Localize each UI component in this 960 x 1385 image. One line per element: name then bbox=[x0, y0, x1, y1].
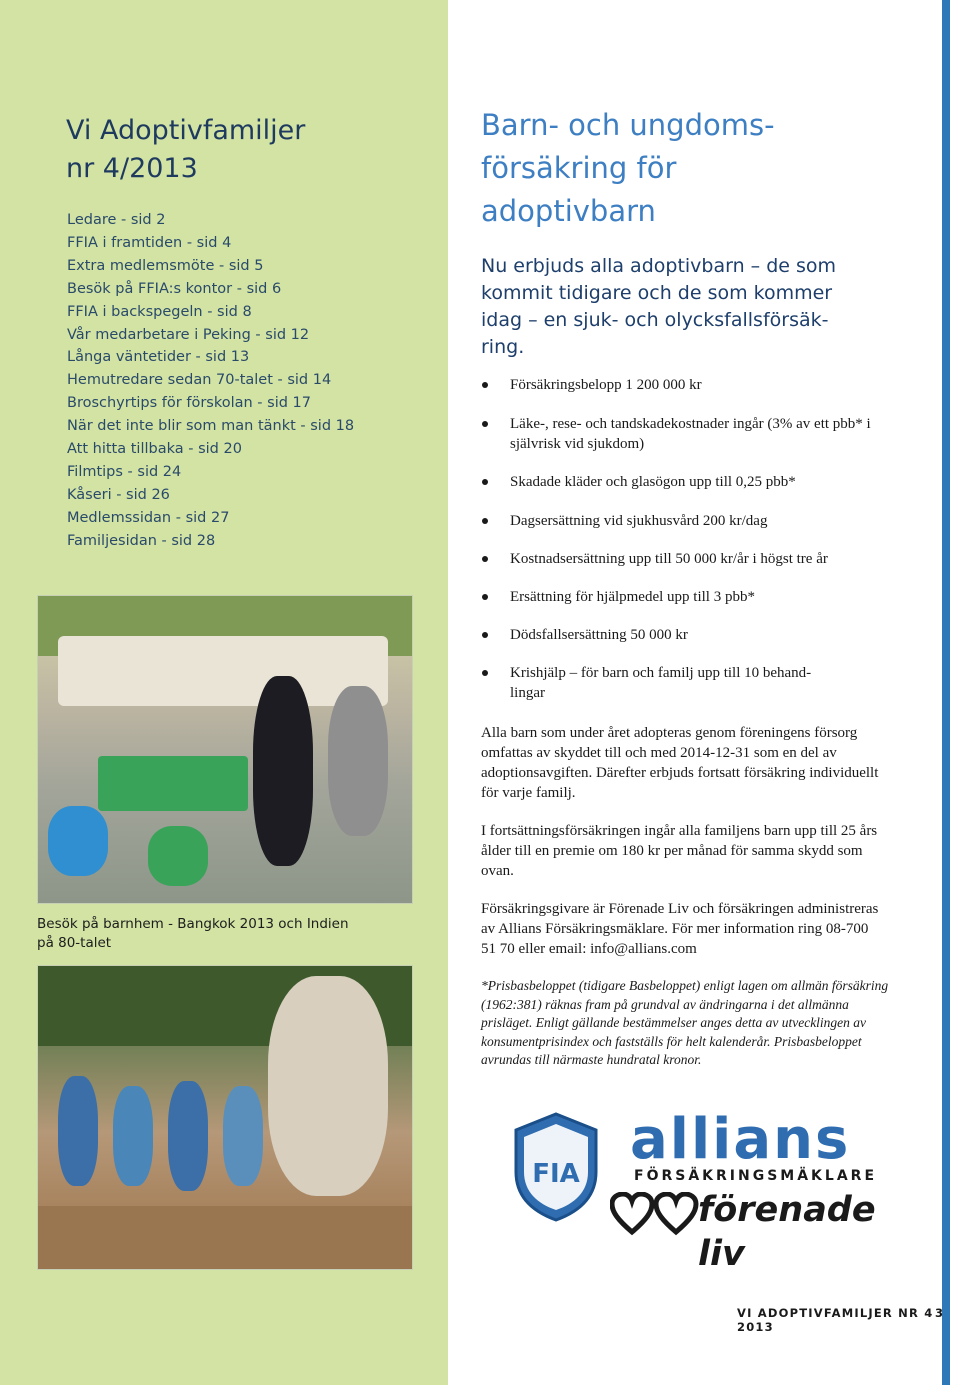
benefit-item: Ersättning för hjälpmedel upp till 3 pbb* bbox=[481, 587, 881, 607]
toc-item[interactable]: Ledare - sid 2 bbox=[67, 212, 166, 228]
heading-line: försäkring för bbox=[481, 151, 677, 185]
toc-item[interactable]: Att hitta tillbaka - sid 20 bbox=[67, 441, 242, 458]
lead-line: ring. bbox=[481, 336, 525, 358]
toc-item[interactable]: Broschyrtips för förskolan - sid 17 bbox=[67, 395, 311, 412]
toc-item[interactable]: Kåseri - sid 26 bbox=[67, 486, 170, 503]
article-heading bbox=[481, 104, 901, 233]
continuation-paragraph: I fortsättningsförsäkringen ingår alla familjens barn upp till 25 års ålder till en premie om 180 kr per månad för samma skydd som ovan. bbox=[481, 823, 878, 879]
magazine-title-line: Vi Adoptivfamiljer bbox=[66, 115, 306, 146]
benefit-list bbox=[481, 375, 881, 703]
lead-line: Nu erbjuds alla adoptivbarn – de som bbox=[481, 255, 837, 277]
page-number: 3 bbox=[935, 1306, 944, 1320]
benefit-item: Läke-, rese- och tandskadekostnader ingår (3% av ett pbb* i självrisk vid sjukdom) bbox=[481, 414, 881, 454]
toc-item[interactable]: Filmtips - sid 24 bbox=[67, 463, 182, 480]
table-of-contents bbox=[67, 209, 354, 553]
lead-line: idag – en sjuk- och olycksfallsförsäk- bbox=[481, 309, 829, 331]
orphanage-photo-bangkok bbox=[37, 595, 413, 904]
sponsor-logos bbox=[510, 1107, 890, 1274]
benefit-item: Skadade kläder och glasögon upp till 0,25 pbb* bbox=[481, 472, 881, 492]
benefit-item: Dödsfallsersättning 50 000 kr bbox=[481, 625, 881, 645]
benefit-item: Försäkringsbelopp 1 200 000 kr bbox=[481, 375, 881, 395]
heading-line: adoptivbarn bbox=[481, 194, 656, 228]
heading-line: Barn- och ungdoms- bbox=[481, 108, 775, 142]
toc-item[interactable]: Medlemssidan - sid 27 bbox=[67, 509, 230, 526]
page-footer: VI ADOPTIVFAMILJER NR 4 2013 bbox=[737, 1306, 934, 1334]
toc-item[interactable]: Vår medarbetare i Peking - sid 12 bbox=[67, 326, 310, 343]
lead-line: kommit tidigare och de som kommer bbox=[481, 282, 833, 304]
fia-seal-text: FIA bbox=[532, 1159, 580, 1189]
toc-item[interactable]: När det inte blir som man tänkt - sid 18 bbox=[67, 418, 355, 435]
toc-item[interactable]: Extra medlemsmöte - sid 5 bbox=[67, 257, 264, 274]
benefit-item: Kostnadsersättning upp till 50 000 kr/år i högst tre år bbox=[481, 549, 881, 569]
insurer-paragraph: Försäkringsgivare är Förenade Liv och försäkringen administreras av Allians Försäkringsmäklare. För mer information ring 08-700 51 70 eller email: info@allians.com bbox=[481, 901, 879, 957]
toc-item[interactable]: Familjesidan - sid 28 bbox=[67, 532, 216, 549]
forenade-liv-heart-icon bbox=[610, 1192, 700, 1236]
benefit-item: Dagsersättning vid sjukhusvård 200 kr/dag bbox=[481, 511, 881, 531]
benefit-item: Krishjälp – för barn och familj upp till 10 behand-lingar bbox=[481, 663, 840, 703]
toc-item[interactable]: Långa väntetider - sid 13 bbox=[67, 349, 250, 366]
allians-logo-subtitle: FÖRSÄKRINGSMÄKLARE bbox=[634, 1168, 878, 1184]
page-edge-stripe bbox=[942, 0, 950, 1385]
fia-seal-logo bbox=[510, 1110, 602, 1222]
magazine-title bbox=[66, 112, 305, 188]
allians-logo: allians bbox=[630, 1107, 851, 1172]
toc-item[interactable]: Hemutredare sedan 70-talet - sid 14 bbox=[67, 372, 332, 389]
article-lead bbox=[481, 253, 881, 361]
photo-caption: Besök på barnhem - Bangkok 2013 och Indien på 80-talet bbox=[37, 916, 349, 951]
footnote: *Prisbasbeloppet (tidigare Basbeloppet) enligt lagen om allmän försäkring (1962:381) räknas fram på grundval av ändringarna i det allmänna prisläget. Enligt gällande bestämmelser anges detta av utvecklingen av konsumentprisindex och fastställs för helt kalenderår. Prisbasbeloppet avrundas till närmaste hundratal kronor. bbox=[481, 978, 889, 1068]
toc-item[interactable]: FFIA i framtiden - sid 4 bbox=[67, 234, 232, 251]
coverage-paragraph: Alla barn som under året adopteras genom föreningens försorg omfattas av skyddet till och med 2014-12-31 som en del av adoptionsavgiften. Därefter erbjuds fortsatt försäkring individuellt för varje familj. bbox=[481, 725, 879, 801]
forenade-liv-logo: förenade liv bbox=[698, 1190, 876, 1274]
toc-item[interactable]: Besök på FFIA:s kontor - sid 6 bbox=[67, 280, 282, 297]
toc-item[interactable]: FFIA i backspegeln - sid 8 bbox=[67, 303, 252, 320]
issue-number: nr 4/2013 bbox=[66, 153, 198, 184]
orphanage-photo-india bbox=[37, 965, 413, 1270]
